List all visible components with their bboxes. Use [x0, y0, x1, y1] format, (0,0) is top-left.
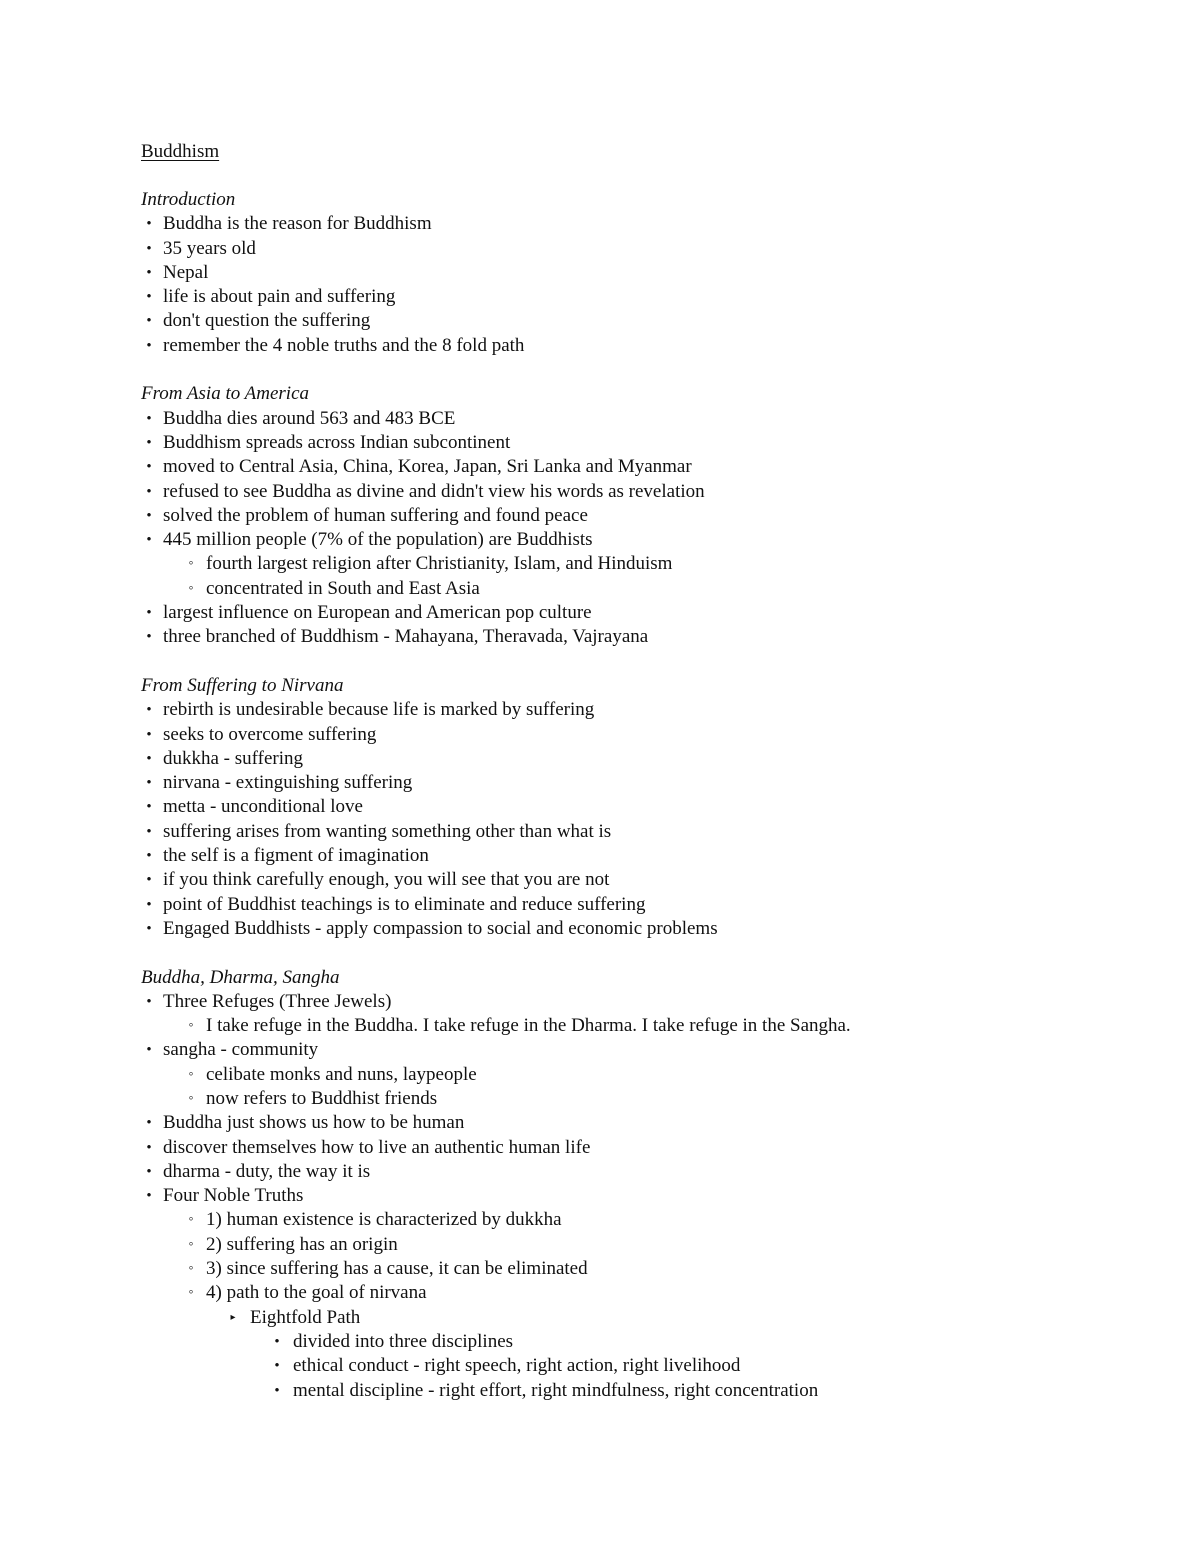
bullet-icon: •	[146, 1139, 152, 1156]
list-item	[141, 1087, 1141, 1111]
list-item	[141, 601, 1141, 625]
list-item	[141, 1184, 1141, 1208]
bullet-icon: •	[146, 216, 152, 233]
arrow-bullet-icon: ▸	[230, 1311, 236, 1323]
bullet-icon: •	[146, 507, 152, 524]
bullet-icon: •	[146, 1188, 152, 1205]
list-item-text: nirvana - extinguishing suffering	[163, 772, 413, 794]
bullet-icon: •	[146, 532, 152, 549]
list-item	[141, 1063, 1141, 1087]
list-item-text: 2) suffering has an origin	[206, 1233, 398, 1255]
list-item-text: solved the problem of human suffering and found peace	[163, 504, 588, 526]
list-item	[141, 334, 1141, 358]
section	[141, 382, 1141, 649]
bullet-icon: •	[146, 264, 152, 281]
hollow-bullet-icon: ◦	[188, 580, 194, 596]
list-item-text: 35 years old	[163, 237, 256, 259]
list-item	[141, 844, 1141, 868]
hollow-bullet-icon: ◦	[188, 1090, 194, 1106]
list-item-text: Nepal	[163, 261, 209, 283]
list-item-text: divided into three disciplines	[293, 1330, 514, 1352]
bullet-icon: •	[146, 750, 152, 767]
list-item-text: Eightfold Path	[250, 1306, 361, 1328]
bullet-icon: •	[146, 434, 152, 451]
list-item	[141, 528, 1141, 552]
bullet-icon: •	[146, 702, 152, 719]
list-item	[141, 747, 1141, 771]
list-item-text: dharma - duty, the way it is	[163, 1160, 371, 1182]
list-item-text: 1) human existence is characterized by dukkha	[206, 1209, 562, 1231]
list-item-text: sangha - community	[163, 1039, 319, 1061]
bullet-icon: •	[146, 605, 152, 622]
bullet-icon: •	[146, 896, 152, 913]
list-item	[141, 820, 1141, 844]
hollow-bullet-icon: ◦	[188, 1236, 194, 1252]
list-item-text: I take refuge in the Buddha. I take refuge in the Dharma. I take refuge in the Sangha.	[206, 1015, 851, 1037]
list-item-text: Buddha is the reason for Buddhism	[163, 213, 432, 235]
bullet-icon: •	[146, 337, 152, 354]
hollow-bullet-icon: ◦	[188, 1066, 194, 1082]
list-item-text: remember the 4 noble truths and the 8 fold path	[163, 334, 525, 356]
list-item	[141, 431, 1141, 455]
list-item-text: concentrated in South and East Asia	[206, 577, 480, 599]
list-item	[141, 1281, 1141, 1305]
list-item	[141, 1257, 1141, 1281]
bullet-icon: •	[146, 823, 152, 840]
section	[141, 674, 1141, 941]
hollow-bullet-icon: ◦	[188, 1212, 194, 1228]
list-item	[141, 1160, 1141, 1184]
section-heading: From Asia to America	[141, 383, 310, 405]
list-item-text: mental discipline - right effort, right mindfulness, right concentration	[293, 1379, 819, 1401]
list-item	[141, 1354, 1141, 1378]
bullet-icon: •	[146, 483, 152, 500]
bullet-icon: •	[146, 240, 152, 257]
list-item-text: discover themselves how to live an authentic human life	[163, 1136, 591, 1158]
list-item	[141, 480, 1141, 504]
bullet-icon: •	[146, 1115, 152, 1132]
list-item-text: if you think carefully enough, you will see that you are not	[163, 869, 610, 891]
list-item-text: suffering arises from wanting something other than what is	[163, 820, 612, 842]
section	[141, 188, 1141, 358]
list-item	[141, 407, 1141, 431]
list-item-text: Engaged Buddhists - apply compassion to social and economic problems	[163, 917, 718, 939]
list-item-text: fourth largest religion after Christianity, Islam, and Hinduism	[206, 553, 673, 575]
list-item	[141, 1111, 1141, 1135]
list-item-text: 445 million people (7% of the population) are Buddhists	[163, 529, 593, 551]
list-item-text: refused to see Buddha as divine and didn't view his words as revelation	[163, 480, 705, 502]
list-item	[141, 625, 1141, 649]
list-item	[141, 1306, 1141, 1330]
bullet-icon: •	[274, 1358, 280, 1375]
document-body	[141, 140, 1141, 1427]
section	[141, 966, 1141, 1403]
list-item	[141, 1014, 1141, 1038]
bullet-icon: •	[146, 993, 152, 1010]
list-item	[141, 1038, 1141, 1062]
hollow-bullet-icon: ◦	[188, 1018, 194, 1034]
hollow-bullet-icon: ◦	[188, 1285, 194, 1301]
list-item	[141, 285, 1141, 309]
bullet-icon: •	[146, 410, 152, 427]
list-item	[141, 1136, 1141, 1160]
list-item	[141, 1330, 1141, 1354]
bullet-icon: •	[146, 289, 152, 306]
hollow-bullet-icon: ◦	[188, 1261, 194, 1277]
list-item	[141, 455, 1141, 479]
bullet-icon: •	[146, 313, 152, 330]
list-item-text: Three Refuges (Three Jewels)	[163, 990, 392, 1012]
list-item-text: 4) path to the goal of nirvana	[206, 1282, 427, 1304]
bullet-icon: •	[146, 872, 152, 889]
list-item	[141, 698, 1141, 722]
list-item	[141, 212, 1141, 236]
list-item	[141, 261, 1141, 285]
list-item	[141, 237, 1141, 261]
list-item	[141, 1379, 1141, 1403]
list-item-text: ethical conduct - right speech, right action, right livelihood	[293, 1355, 741, 1377]
hollow-bullet-icon: ◦	[188, 556, 194, 572]
list-item-text: Buddha just shows us how to be human	[163, 1112, 465, 1134]
list-item	[141, 795, 1141, 819]
bullet-icon: •	[146, 629, 152, 646]
bullet-icon: •	[146, 920, 152, 937]
bullet-icon: •	[146, 459, 152, 476]
list-item-text: seeks to overcome suffering	[163, 723, 377, 745]
list-item	[141, 552, 1141, 576]
bullet-icon: •	[274, 1382, 280, 1399]
list-item	[141, 990, 1141, 1014]
list-item-text: Four Noble Truths	[163, 1185, 304, 1207]
section-heading: Introduction	[141, 189, 236, 210]
list-item-text: dukkha - suffering	[163, 747, 304, 769]
list-item-text: metta - unconditional love	[163, 796, 363, 818]
list-item-text: largest influence on European and American pop culture	[163, 602, 592, 624]
list-item-text: celibate monks and nuns, laypeople	[206, 1063, 477, 1085]
list-item-text: point of Buddhist teachings is to eliminate and reduce suffering	[163, 893, 646, 915]
list-item-text: the self is a figment of imagination	[163, 845, 429, 867]
page-title: Buddhism	[141, 141, 220, 162]
bullet-icon: •	[146, 726, 152, 743]
bullet-icon: •	[146, 799, 152, 816]
list-item	[141, 723, 1141, 747]
list-item	[141, 577, 1141, 601]
list-item-text: moved to Central Asia, China, Korea, Japan, Sri Lanka and Myanmar	[163, 456, 692, 478]
list-item	[141, 893, 1141, 917]
bullet-icon: •	[146, 775, 152, 792]
list-item-text: rebirth is undesirable because life is marked by suffering	[163, 699, 595, 721]
list-item-text: Buddhism spreads across Indian subcontinent	[163, 431, 511, 453]
list-item	[141, 917, 1141, 941]
list-item	[141, 868, 1141, 892]
list-item-text: now refers to Buddhist friends	[206, 1087, 438, 1109]
list-item-text: three branched of Buddhism - Mahayana, Theravada, Vajrayana	[163, 626, 649, 648]
list-item-text: life is about pain and suffering	[163, 286, 396, 308]
list-item	[141, 1208, 1141, 1232]
bullet-icon: •	[274, 1333, 280, 1350]
section-heading: Buddha, Dharma, Sangha	[141, 966, 340, 988]
sections-container	[141, 188, 1141, 1403]
section-heading: From Suffering to Nirvana	[141, 674, 344, 696]
list-item	[141, 1233, 1141, 1257]
list-item-text: Buddha dies around 563 and 483 BCE	[163, 407, 456, 429]
list-item	[141, 309, 1141, 333]
list-item-text: 3) since suffering has a cause, it can be eliminated	[206, 1258, 588, 1280]
list-item	[141, 771, 1141, 795]
bullet-icon: •	[146, 1163, 152, 1180]
bullet-icon: •	[146, 1042, 152, 1059]
list-item	[141, 504, 1141, 528]
list-item-text: don't question the suffering	[163, 310, 371, 332]
bullet-icon: •	[146, 848, 152, 865]
